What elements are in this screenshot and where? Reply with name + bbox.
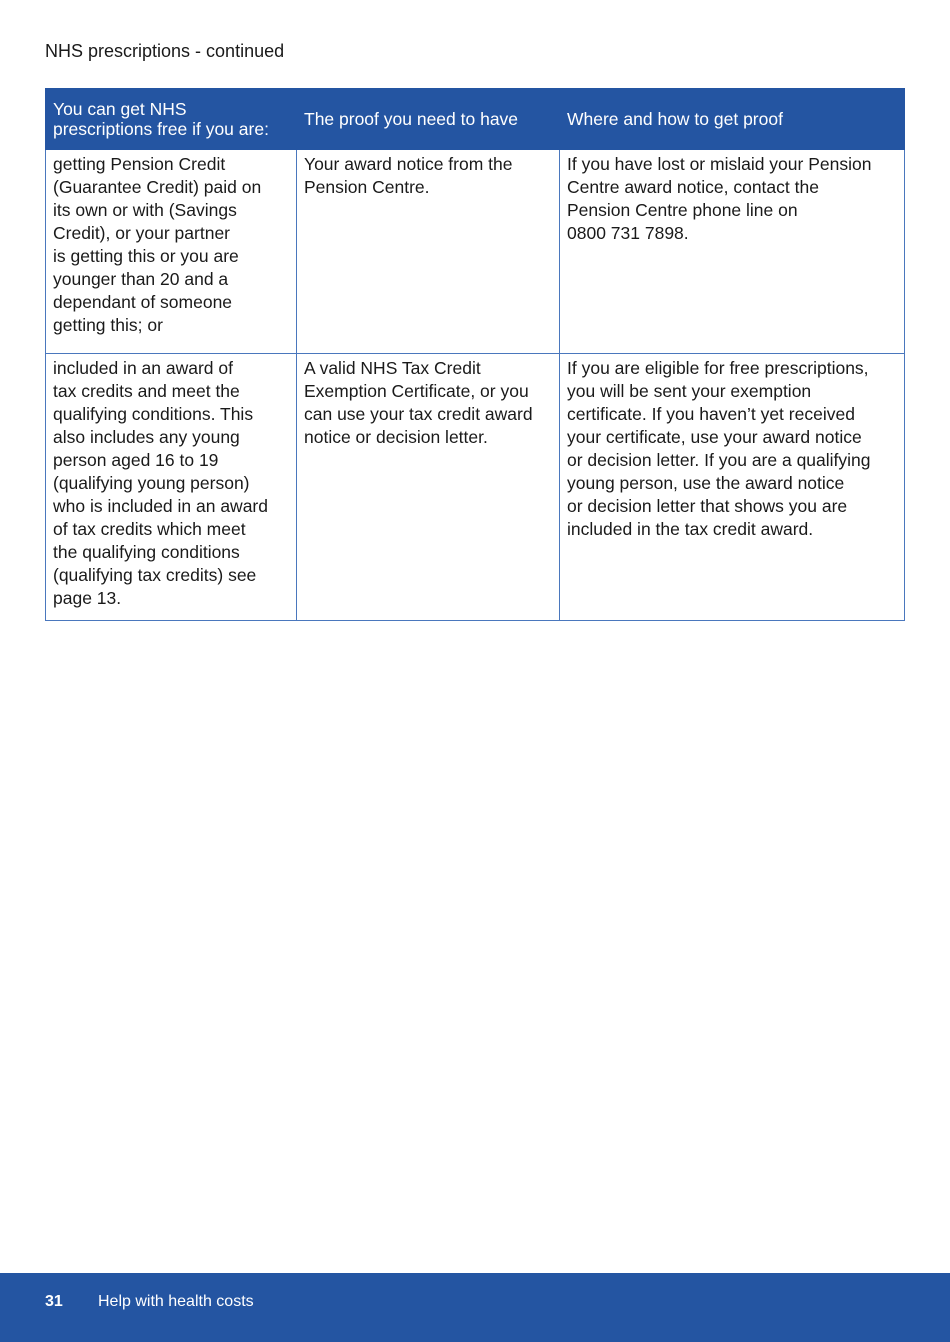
- table-row: [46, 150, 905, 354]
- table-body: [46, 150, 905, 621]
- footer-bar: [0, 1273, 950, 1342]
- eligibility-cell: included in an award of tax credits and meet the qualifying conditions. This also includes any young person aged 16 to 19 (qualifying young person) who is included in an award of tax credits which meet the qualifying conditions (qualifying tax credits) see page 13.: [46, 354, 297, 621]
- eligibility-cell: getting Pension Credit (Guarantee Credit) paid on its own or with (Savings Credit), or your partner is getting this or you are younger than 20 and a dependant of someone getting this; or: [46, 150, 297, 354]
- proof-cell: A valid NHS Tax Credit Exemption Certificate, or you can use your tax credit award notice or decision letter.: [297, 354, 560, 621]
- column-header-proof: The proof you need to have: [297, 89, 560, 150]
- how-to-get-proof-cell: If you have lost or mislaid your Pension Centre award notice, contact the Pension Centre phone line on 0800 731 7898.: [560, 150, 905, 354]
- column-header-eligibility: You can get NHS prescriptions free if you are:: [46, 89, 297, 150]
- table-row: [46, 354, 905, 621]
- proof-cell: Your award notice from the Pension Centre.: [297, 150, 560, 354]
- page-number: 31: [45, 1293, 63, 1310]
- column-header-how-to-get-proof: Where and how to get proof: [560, 89, 905, 150]
- table-header: [46, 89, 905, 150]
- footer-title: Help with health costs: [98, 1293, 254, 1310]
- table-header-row: [46, 89, 905, 150]
- page-heading: NHS prescriptions - continued: [45, 41, 285, 61]
- exemption-proof-table: [45, 88, 905, 621]
- how-to-get-proof-cell: If you are eligible for free prescriptions, you will be sent your exemption certificate. If you haven’t yet received your certificate, use your award notice or decision letter. If you are a qualifying young person, use the award notice or decision letter that shows you are included in the tax credit award.: [560, 354, 905, 621]
